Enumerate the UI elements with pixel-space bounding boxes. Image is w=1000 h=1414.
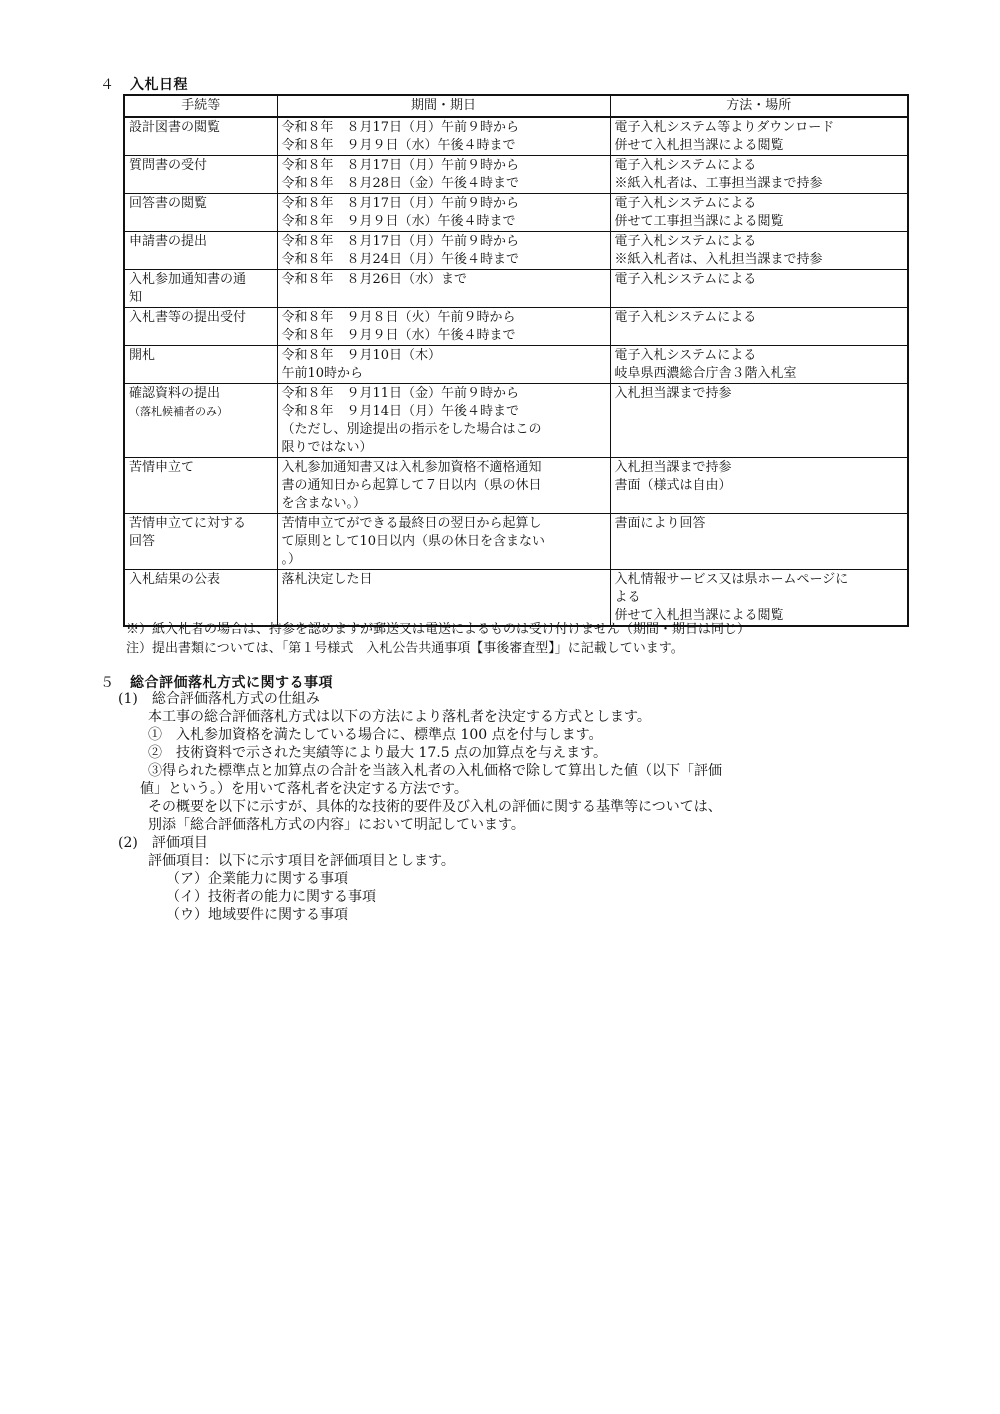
method-cell-line: 電子入札システムによる [614, 348, 757, 363]
method-cell-line: 入札担当課まで持参 [614, 460, 732, 475]
subsection-2-heading: (2) 評価項目 [118, 835, 208, 851]
period-cell-line: 令和８年 ８月17日（月）午前９時から [281, 234, 520, 249]
method-cell-line: 電子入札システム等よりダウンロード [614, 120, 835, 135]
procedure-note: （落札候補者のみ） [129, 405, 228, 418]
period-cell [277, 458, 610, 514]
period-cell-line: 午前10時から [281, 366, 364, 381]
procedure-cell-line: 確認資料の提出 [129, 386, 221, 401]
method-cell-line: ※紙入札者は、工事担当課まで持参 [614, 176, 823, 191]
method-cell-line: 電子入札システムによる [614, 272, 757, 287]
procedure-cell [124, 156, 277, 194]
header-procedure: 手続等 [124, 95, 277, 117]
period-cell-line: を含まない。） [281, 496, 367, 511]
procedure-cell-line: 入札参加通知書の通 [129, 272, 247, 287]
procedure-cell-line: 質問書の受付 [129, 158, 208, 173]
procedure-cell-line: 入札結果の公表 [129, 572, 221, 587]
period-cell [277, 384, 610, 458]
section-4-title: 入札日程 [130, 77, 188, 93]
table-row [124, 117, 908, 156]
procedure-cell-line: 回答 [129, 534, 156, 549]
period-cell-line: 令和８年 ９月９日（水）午後４時まで [281, 214, 516, 229]
procedure-cell [124, 308, 277, 346]
subsection-1-line: 本工事の総合評価落札方式は以下の方法により落札者を決定する方式とします。 [148, 709, 651, 725]
period-cell-line: 限りではない） [281, 440, 373, 455]
period-cell-line: て原則として10日以内（県の休日を含まない [281, 534, 546, 549]
method-cell [610, 346, 908, 384]
procedure-cell-line: 設計図書の閲覧 [129, 120, 221, 135]
method-cell-line: 電子入札システムによる [614, 196, 757, 211]
period-cell-line: 令和８年 ８月28日（金）午後４時まで [281, 176, 520, 191]
procedure-cell [124, 270, 277, 308]
period-cell [277, 270, 610, 308]
method-cell [610, 232, 908, 270]
procedure-cell-line: 苦情申立てに対する [129, 516, 247, 531]
procedure-cell-line: 入札書等の提出受付 [129, 310, 247, 325]
period-cell [277, 232, 610, 270]
procedure-cell [124, 194, 277, 232]
procedure-cell [124, 514, 277, 570]
table-body [124, 117, 908, 626]
evaluation-item: （イ）技術者の能力に関する事項 [166, 889, 376, 905]
period-cell-line: 令和８年 ８月17日（月）午前９時から [281, 196, 520, 211]
subsection-1-line: ② 技術資料で示された実績等により最大 17.5 点の加算点を与えます。 [148, 745, 607, 761]
subsection-1-line: その概要を以下に示すが、具体的な技術的要件及び入札の評価に関する基準等については、 [148, 799, 722, 815]
period-cell [277, 346, 610, 384]
subsection-1-line: 値」という。）を用いて落札者を決定する方法です。 [140, 781, 468, 797]
note-paper-bid: ※）紙入札者の場合は、持参を認めますが郵送又は電送によるものは受け付けません（期間・期日は同じ） [126, 622, 751, 637]
method-cell-line: ※紙入札者は、入札担当課まで持参 [614, 252, 823, 267]
method-cell-line: 入札情報サービス又は県ホームページに [614, 572, 849, 587]
subsection-1-line: ① 入札参加資格を満たしている場合に、標準点 100 点を付与します。 [148, 727, 603, 743]
period-cell-line: 令和８年 ９月９日（水）午後４時まで [281, 138, 516, 153]
table-row [124, 514, 908, 570]
header-period: 期間・期日 [277, 95, 610, 117]
section-4-number: ４ [100, 77, 115, 93]
method-cell [610, 194, 908, 232]
procedure-cell [124, 117, 277, 156]
period-cell [277, 156, 610, 194]
note-documents: 注）提出書類については、「第１号様式 入札公告共通事項【事後審査型】」に記載しています。 [126, 641, 684, 656]
period-cell-line: 令和８年 ９月９日（水）午後４時まで [281, 328, 516, 343]
section-5-number: ５ [100, 675, 115, 691]
table-row [124, 156, 908, 194]
period-cell-line: 落札決定した日 [281, 572, 373, 587]
period-cell [277, 194, 610, 232]
period-cell-line: 令和８年 ９月８日（火）午前９時から [281, 310, 516, 325]
method-cell [610, 458, 908, 514]
method-cell-line: よる [614, 590, 641, 605]
method-cell-line: 併せて入札担当課による閲覧 [614, 608, 784, 623]
period-cell-line: 令和８年 ８月17日（月）午前９時から [281, 158, 520, 173]
period-cell-line: 令和８年 ９月14日（月）午後４時まで [281, 404, 520, 419]
section-5-heading [100, 672, 333, 692]
method-cell-line: 電子入札システムによる [614, 234, 757, 249]
method-cell-line: 電子入札システムによる [614, 158, 757, 173]
table-row [124, 308, 908, 346]
procedure-cell-line: 申請書の提出 [129, 234, 208, 249]
procedure-cell [124, 232, 277, 270]
table-row [124, 232, 908, 270]
table-row [124, 346, 908, 384]
method-cell [610, 156, 908, 194]
method-cell-line: 併せて工事担当課による閲覧 [614, 214, 784, 229]
subsection-1-line: 別添「総合評価落札方式の内容」において明記しています。 [148, 817, 525, 833]
period-cell-line: 苦情申立てができる最終日の翌日から起算し [281, 516, 542, 531]
period-cell [277, 514, 610, 570]
subsection-1-heading: (1) 総合評価落札方式の仕組み [118, 691, 320, 707]
table-header-row [124, 95, 908, 117]
period-cell [277, 308, 610, 346]
table-row [124, 384, 908, 458]
procedure-cell [124, 458, 277, 514]
period-cell-line: 令和８年 ８月24日（月）午後４時まで [281, 252, 520, 267]
procedure-cell-line: 回答書の閲覧 [129, 196, 208, 211]
subsection-1-line: ③得られた標準点と加算点の合計を当該入札者の入札価格で除して算出した値（以下「評価 [148, 763, 722, 779]
method-cell-line: 入札担当課まで持参 [614, 386, 732, 401]
evaluation-item: （ウ）地域要件に関する事項 [166, 907, 348, 923]
procedure-cell-line: 開札 [129, 348, 156, 363]
table-row [124, 458, 908, 514]
method-cell-line: 電子入札システムによる [614, 310, 757, 325]
procedure-cell [124, 384, 277, 458]
method-cell-line: 書面（様式は自由） [614, 478, 732, 493]
method-cell [610, 308, 908, 346]
period-cell-line: 入札参加通知書又は入札参加資格不適格通知 [281, 460, 542, 475]
table-row [124, 270, 908, 308]
period-cell-line: 。） [281, 552, 302, 567]
bid-schedule-table [123, 94, 909, 627]
procedure-cell-line: 知 [129, 290, 143, 305]
period-cell [277, 117, 610, 156]
section-5-title: 総合評価落札方式に関する事項 [130, 675, 333, 691]
period-cell-line: （ただし、別途提出の指示をした場合はこの [281, 422, 542, 437]
procedure-cell [124, 346, 277, 384]
period-cell-line: 令和８年 ８月26日（水）まで [281, 272, 468, 287]
method-cell [610, 384, 908, 458]
method-cell [610, 514, 908, 570]
period-cell-line: 令和８年 ９月11日（金）午前９時から [281, 386, 520, 401]
method-cell-line: 併せて入札担当課による閲覧 [614, 138, 784, 153]
table-row [124, 194, 908, 232]
method-cell-line: 岐阜県西濃総合庁舎３階入札室 [614, 366, 797, 381]
subsection-2-intro: 評価項目：以下に示す項目を評価項目とします。 [148, 853, 455, 869]
method-cell-line: 書面により回答 [614, 516, 706, 531]
period-cell-line: 書の通知日から起算して７日以内（県の休日 [281, 478, 542, 493]
procedure-cell-line: 苦情申立て [129, 460, 195, 475]
section-4-heading [100, 74, 188, 94]
method-cell [610, 117, 908, 156]
method-cell [610, 270, 908, 308]
period-cell-line: 令和８年 ９月10日（木） [281, 348, 442, 363]
period-cell-line: 令和８年 ８月17日（月）午前９時から [281, 120, 520, 135]
header-method: 方法・場所 [610, 95, 908, 117]
evaluation-item: （ア）企業能力に関する事項 [166, 871, 348, 887]
